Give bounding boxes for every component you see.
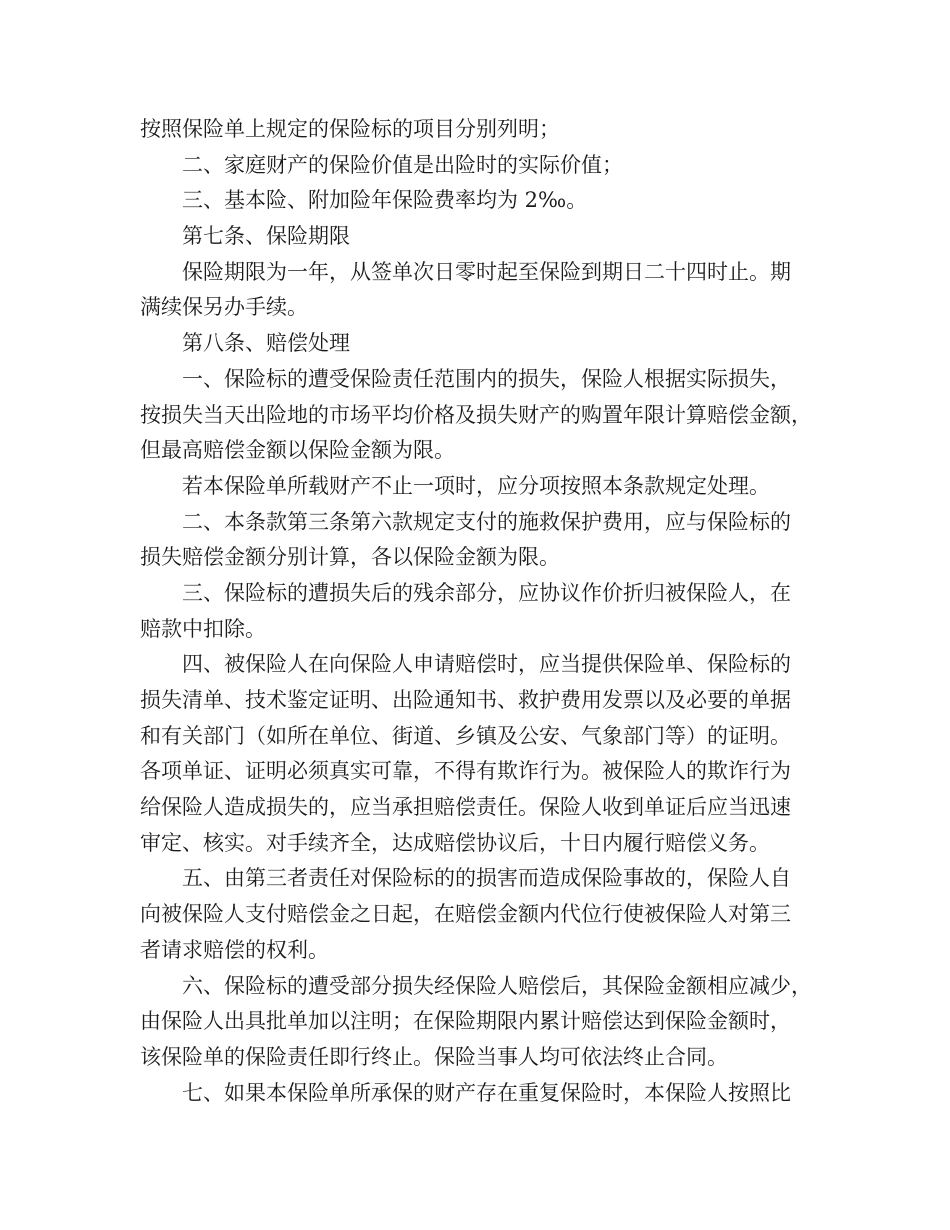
text-line: 满续保另办手续。 — [140, 295, 308, 320]
text-line: 二、家庭财产的保险价值是出险时的实际价值； — [182, 152, 623, 177]
text-line: 第七条、保险期限 — [182, 224, 350, 249]
text-line: 六、保险标的遭受部分损失经保险人赔偿后，其保险金额相应减少， — [182, 973, 812, 998]
text-line: 该保险单的保险责任即行终止。保险当事人均可依法终止合同。 — [140, 1044, 728, 1069]
text-line: 损失清单、技术鉴定证明、出险通知书、救护费用发票以及必要的单据 — [140, 688, 791, 712]
text-line: 若本保险单所载财产不止一项时，应分项按照本条款规定处理。 — [182, 473, 770, 498]
text-line: 三、保险标的遭损失后的残余部分，应协议作价折归被保险人，在 — [182, 580, 791, 605]
text-line: 各项单证、证明必须真实可靠，不得有欺诈行为。被保险人的欺诈行为 — [140, 759, 791, 784]
document-body — [140, 112, 830, 1111]
text-line: 保险期限为一年，从签单次日零时起至保险到期日二十四时止。期 — [182, 259, 791, 284]
text-line: 按损失当天出险地的市场平均价格及损失财产的购置年限计算赔偿金额， — [140, 402, 812, 427]
text-line: 但最高赔偿金额以保险金额为限。 — [140, 438, 455, 463]
text-line: 向被保险人支付赔偿金之日起，在赔偿金额内代位行使被保险人对第三 — [140, 902, 791, 927]
text-line: 四、被保险人在向保险人申请赔偿时，应当提供保险单、保险标的 — [182, 652, 791, 677]
text-line: 给保险人造成损失的，应当承担赔偿责任。保险人收到单证后应当迅速 — [140, 795, 791, 820]
text-line: 由保险人出具批单加以注明；在保险期限内累计赔偿达到保险金额时， — [140, 1009, 791, 1034]
text-line: 一、保险标的遭受保险责任范围内的损失，保险人根据实际损失， — [182, 366, 791, 391]
text-line: 第八条、赔偿处理 — [182, 331, 350, 356]
text-line: 和有关部门（如所在单位、街道、乡镇及公安、气象部门等）的证明。 — [140, 723, 791, 748]
text-line: 七、如果本保险单所承保的财产存在重复保险时，本保险人按照比 — [182, 1080, 791, 1105]
text-line: 按照保险单上规定的保险标的项目分别列明； — [140, 117, 560, 141]
text-line: 二、本条款第三条第六款规定支付的施救保护费用，应与保险标的 — [182, 509, 791, 534]
text-line: 者请求赔偿的权利。 — [140, 937, 329, 962]
text-line: 损失赔偿金额分别计算，各以保险金额为限。 — [140, 545, 560, 570]
text-line: 赔款中扣除。 — [140, 616, 266, 641]
text-line: 三、基本险、附加险年保险费率均为 2‰。 — [182, 188, 588, 213]
text-line: 审定、核实。对手续齐全，达成赔偿协议后，十日内履行赔偿义务。 — [140, 830, 770, 855]
text-line: 五、由第三者责任对保险标的的损害而造成保险事故的，保险人自 — [182, 866, 791, 891]
